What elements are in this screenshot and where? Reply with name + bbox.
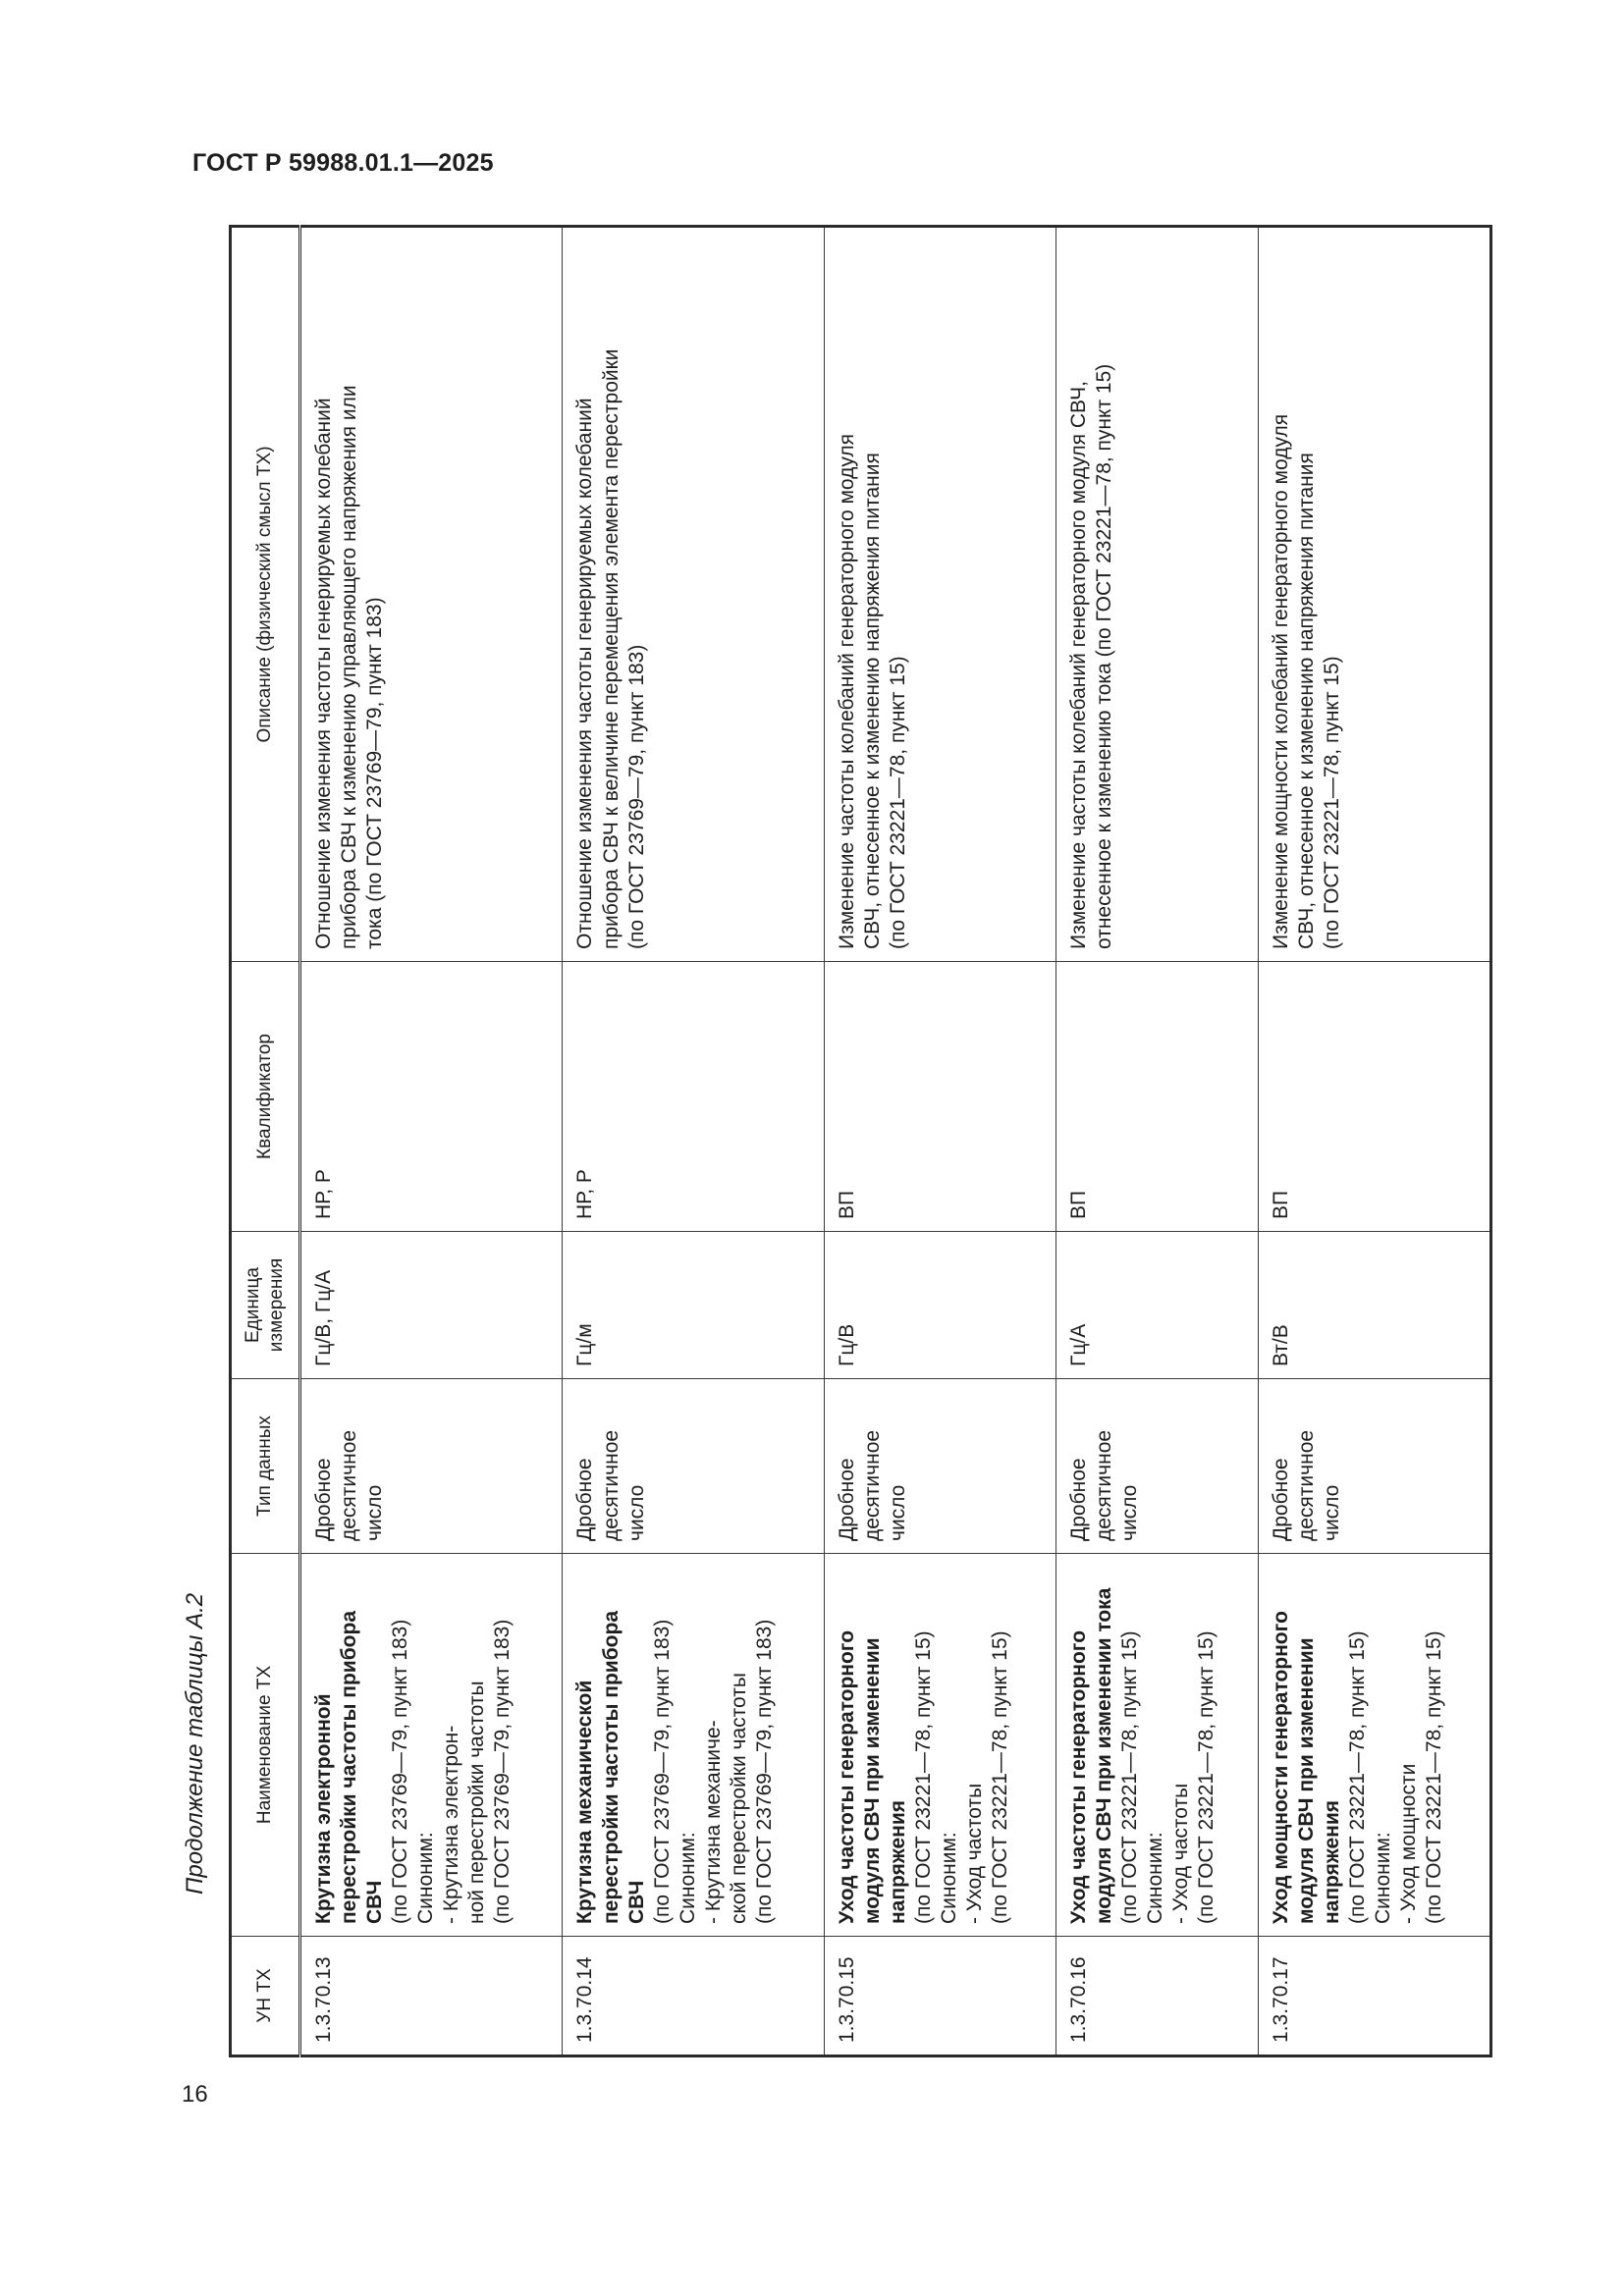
row-description-line: тока (по ГОСТ 23769—79, пункт 183) <box>363 597 387 949</box>
row-name-title: Уход частоты генераторного модуля СВЧ при изменении напряжения <box>835 1629 909 1924</box>
table-row <box>1258 227 1490 2056</box>
header-qualifier: Квалификатор <box>231 962 300 1232</box>
row-name <box>824 1554 1056 1937</box>
table-row <box>824 227 1056 2056</box>
row-name-line: (по ГОСТ 23769—79, пункт 183) <box>389 1619 412 1924</box>
row-qualifier: НР, Р <box>563 962 824 1232</box>
row-description <box>1258 227 1490 962</box>
row-description <box>824 227 1056 962</box>
row-name-title: Крутизна механической перестройки частоты прибора СВЧ <box>573 1610 648 1924</box>
row-name-line: Синоним: <box>1371 1832 1394 1924</box>
row-description-line: прибора СВЧ к величине перемещения элемента перестройки <box>599 348 623 949</box>
row-qualifier: НР, Р <box>300 962 563 1232</box>
row-name <box>300 1554 563 1937</box>
row-unit: Гц/А <box>1056 1232 1258 1379</box>
row-type: Дробное десятичное число <box>1056 1379 1258 1554</box>
row-name-line: ной перестройки частоты <box>465 1681 489 1924</box>
row-description-line: Изменение частоты колебаний генераторного модуля <box>835 433 858 949</box>
row-name-line: (по ГОСТ 23221—78, пункт 15) <box>1117 1630 1141 1924</box>
row-name-line: (по ГОСТ 23221—78, пункт 15) <box>1345 1630 1369 1924</box>
table-row <box>300 227 563 2056</box>
row-description-line: отнесенное к изменению тока (по ГОСТ 23221—78, пункт 15) <box>1092 363 1115 949</box>
row-description <box>563 227 824 962</box>
row-type: Дробное десятичное число <box>563 1379 824 1554</box>
row-description <box>1056 227 1258 962</box>
row-qualifier: ВП <box>824 962 1056 1232</box>
row-description-line: Изменение мощности колебаний генераторного модуля <box>1269 413 1292 949</box>
row-name-line: - Крутизна механиче- <box>701 1720 725 1924</box>
header-description: Описание (физический смысл ТХ) <box>231 227 300 962</box>
row-name-line: Синоним: <box>937 1832 960 1924</box>
row-name-title: Уход частоты генераторного модуля СВЧ при изменении тока <box>1066 1587 1115 1924</box>
row-name-line: (по ГОСТ 23769—79, пункт 183) <box>650 1619 674 1924</box>
row-name-line: - Уход частоты <box>1169 1783 1193 1924</box>
row-name-line: - Уход частоты <box>962 1783 986 1924</box>
row-description-line: Отношение изменения частоты генерируемых колебаний <box>573 398 597 949</box>
row-name-line: - Крутизна электрон- <box>440 1725 463 1924</box>
row-id: 1.3.70.16 <box>1056 1937 1258 2056</box>
row-qualifier: ВП <box>1056 962 1258 1232</box>
row-type: Дробное десятичное число <box>300 1379 563 1554</box>
table-caption: Продолжение таблицы А.2 <box>182 1592 208 1895</box>
row-description-line: Изменение частоты колебаний генераторного модуля СВЧ, <box>1066 381 1090 949</box>
row-name-line: (по ГОСТ 23221—78, пункт 15) <box>989 1630 1011 1924</box>
row-unit: Гц/В <box>824 1232 1056 1379</box>
table-caption-wrapper <box>182 1592 221 1934</box>
row-unit: Гц/В, Гц/А <box>300 1232 563 1379</box>
row-description-line: (по ГОСТ 23769—79, пункт 183) <box>624 644 648 949</box>
row-name-line: Синоним: <box>676 1832 699 1924</box>
row-id: 1.3.70.13 <box>300 1937 563 2056</box>
row-name-line: (по ГОСТ 23221—78, пункт 15) <box>1195 1630 1218 1924</box>
row-name-line: (по ГОСТ 23221—78, пункт 15) <box>911 1630 935 1924</box>
row-id: 1.3.70.15 <box>824 1937 1056 2056</box>
row-description-line: прибора СВЧ к изменению управляющего напряжения или <box>338 385 361 949</box>
row-name-line: (по ГОСТ 23769—79, пункт 183) <box>491 1619 514 1924</box>
row-name-line: (по ГОСТ 23221—78, пункт 15) <box>1422 1630 1445 1924</box>
row-id: 1.3.70.14 <box>563 1937 824 2056</box>
row-description-line: Отношение изменения частоты генерируемых колебаний <box>312 398 335 949</box>
page-number: 16 <box>182 2081 208 2108</box>
row-description-line: (по ГОСТ 23221—78, пункт 15) <box>1320 656 1343 949</box>
row-type: Дробное десятичное число <box>1258 1379 1490 1554</box>
row-name-line: - Уход мощности <box>1396 1763 1420 1924</box>
row-description-line: СВЧ, отнесенное к изменению напряжения питания <box>860 453 884 949</box>
characteristics-table <box>229 225 1492 2057</box>
table-header-row <box>231 227 300 2056</box>
row-name <box>1056 1554 1258 1937</box>
row-name <box>563 1554 824 1937</box>
row-description-line: (по ГОСТ 23221—78, пункт 15) <box>886 656 909 949</box>
row-description <box>300 227 563 962</box>
row-name-line: (по ГОСТ 23769—79, пункт 183) <box>752 1619 776 1924</box>
row-name-title: Уход мощности генераторного модуля СВЧ при изменении напряжения <box>1269 1611 1343 1924</box>
header-id: УН ТХ <box>231 1937 300 2056</box>
row-name-line: Синоним: <box>414 1832 438 1924</box>
row-type: Дробное десятичное число <box>824 1379 1056 1554</box>
header-name: Наименование ТХ <box>231 1554 300 1937</box>
row-name-title: Крутизна электронной перестройки частоты прибора СВЧ <box>312 1610 387 1924</box>
document-title: ГОСТ Р 59988.01.1—2025 <box>192 149 494 177</box>
row-unit: Гц/м <box>563 1232 824 1379</box>
header-unit: Единица измерения <box>231 1232 300 1379</box>
row-description-line: СВЧ, отнесенное к изменению напряжения питания <box>1294 453 1318 949</box>
row-name-line: ской перестройки частоты <box>727 1673 750 1924</box>
row-name <box>1258 1554 1490 1937</box>
header-type: Тип данных <box>231 1379 300 1554</box>
rotated-table-container <box>229 228 1492 2057</box>
table-row <box>563 227 824 2056</box>
table-row <box>1056 227 1258 2056</box>
row-id: 1.3.70.17 <box>1258 1937 1490 2056</box>
row-unit: Вт/В <box>1258 1232 1490 1379</box>
row-name-line: Синоним: <box>1143 1832 1166 1924</box>
row-qualifier: ВП <box>1258 962 1490 1232</box>
